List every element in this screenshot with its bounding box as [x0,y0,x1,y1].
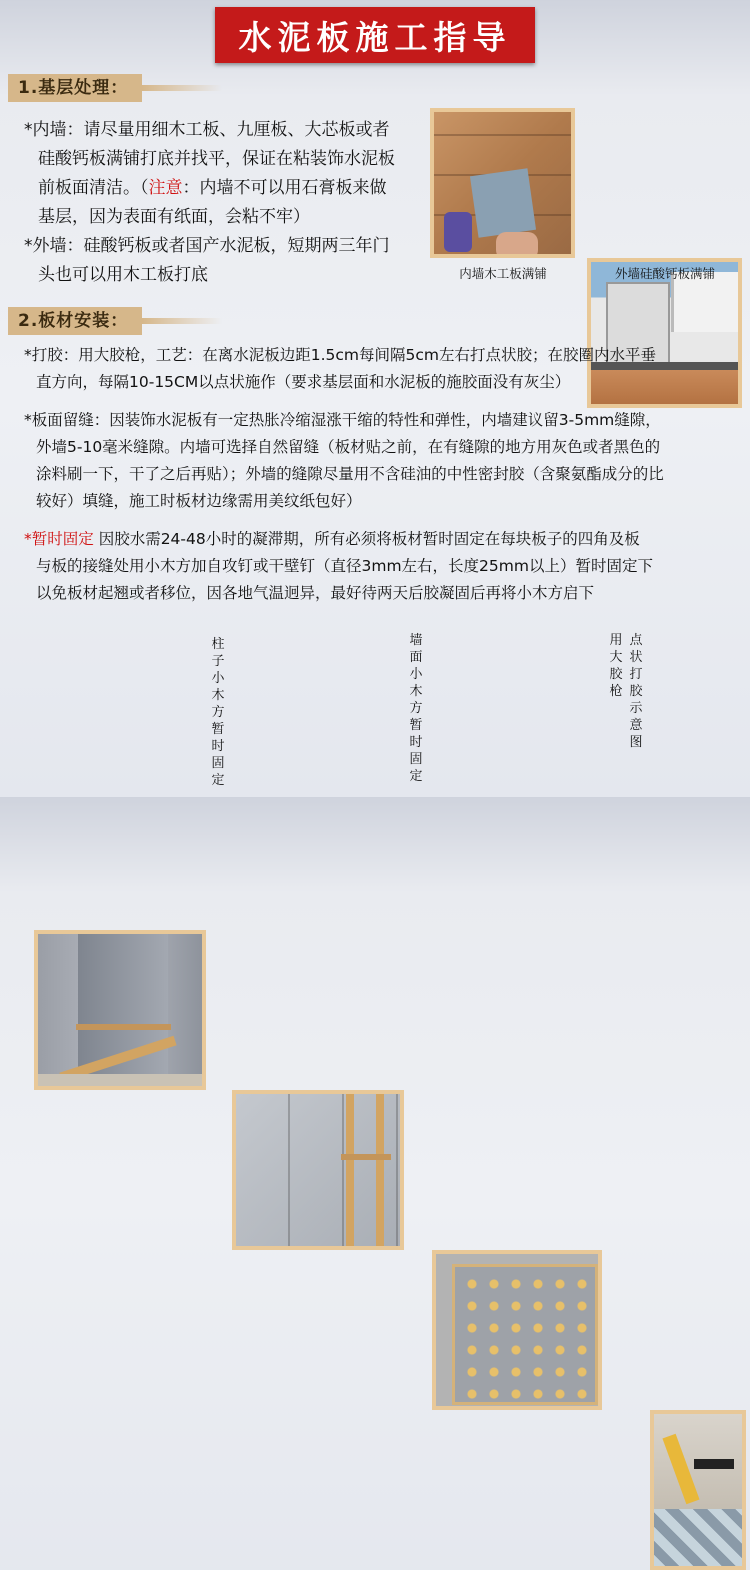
section-header-base [8,72,222,104]
section-header-install [8,305,222,337]
install-text: *打胶：用大胶枪，工艺：在离水泥板边距1.5cm每间隔5cm左右打点状胶；在胶圈内水平垂 直方向，每隔10-15CM以点状施作（要求基层面和水泥板的施胶面没有灰尘） *板面留缝：因装饰水泥板有一定热胀冷缩湿涨干缩的特性和弹性，内墙建议留3-5mm缝隙， 外墙5-10毫米缝隙。内墙可选择自然留缝（板材贴之前，在有缝隙的地方用灰色或者黑色的 涂料刷一下，干了之后再贴）；外墙的缝隙尽量用不含硅油的中性密封胶（含聚氨酯成分的比 较好）填缝，施工时板材边缘需用美纹纸包好） *暂时固定 因胶水需24-48小时的凝滞期，所有必须将板材暂时固定在每块板子的四角及板 与板的接缝处用小木方加自攻钉或干壁钉（直径3mm左右，长度25mm以上）暂时固定下 以免板材起翘或者移位，因各地气温迥异，最好待两天后胶凝固后再将小木方启下 [24,346,664,602]
base-treatment-text: *内墙：请尽量用细木工板、九厘板、大芯板或者 硅酸钙板满铺打底并找平，保证在粘装饰水泥板 前板面清洁。（注意：内墙不可以用石膏板来做 基层，因为表面有纸面，会粘不牢） *外墙：硅酸钙板或者国产水泥板，短期两三年门 头也可以用木工板打底 [24,120,395,285]
glue-gun-photo [650,1410,746,1570]
caption-interior: 内墙木工板满铺 [459,266,547,281]
caption-dot: 点状打胶示意图 [629,633,643,750]
wall-photo [232,1090,404,1250]
section-label: 1.基层处理： [8,74,142,102]
caption-column: 柱子小木方暂时固定 [211,637,225,788]
note-label: 注意 [148,178,183,198]
caption-gun: 用大胶枪 [609,633,623,699]
column-photo [34,930,206,1090]
caption-wall: 墙面小木方暂时固定 [409,633,423,784]
page-title: 水泥板施工指导 [215,7,535,63]
dot-glue-photo [432,1250,602,1410]
interior-wood-board-photo [430,108,575,258]
temp-fix-label: *暂时固定 [24,530,94,548]
caption-exterior: 外墙硅酸钙板满铺 [614,266,715,281]
section-label: 2.板材安装： [8,307,142,335]
